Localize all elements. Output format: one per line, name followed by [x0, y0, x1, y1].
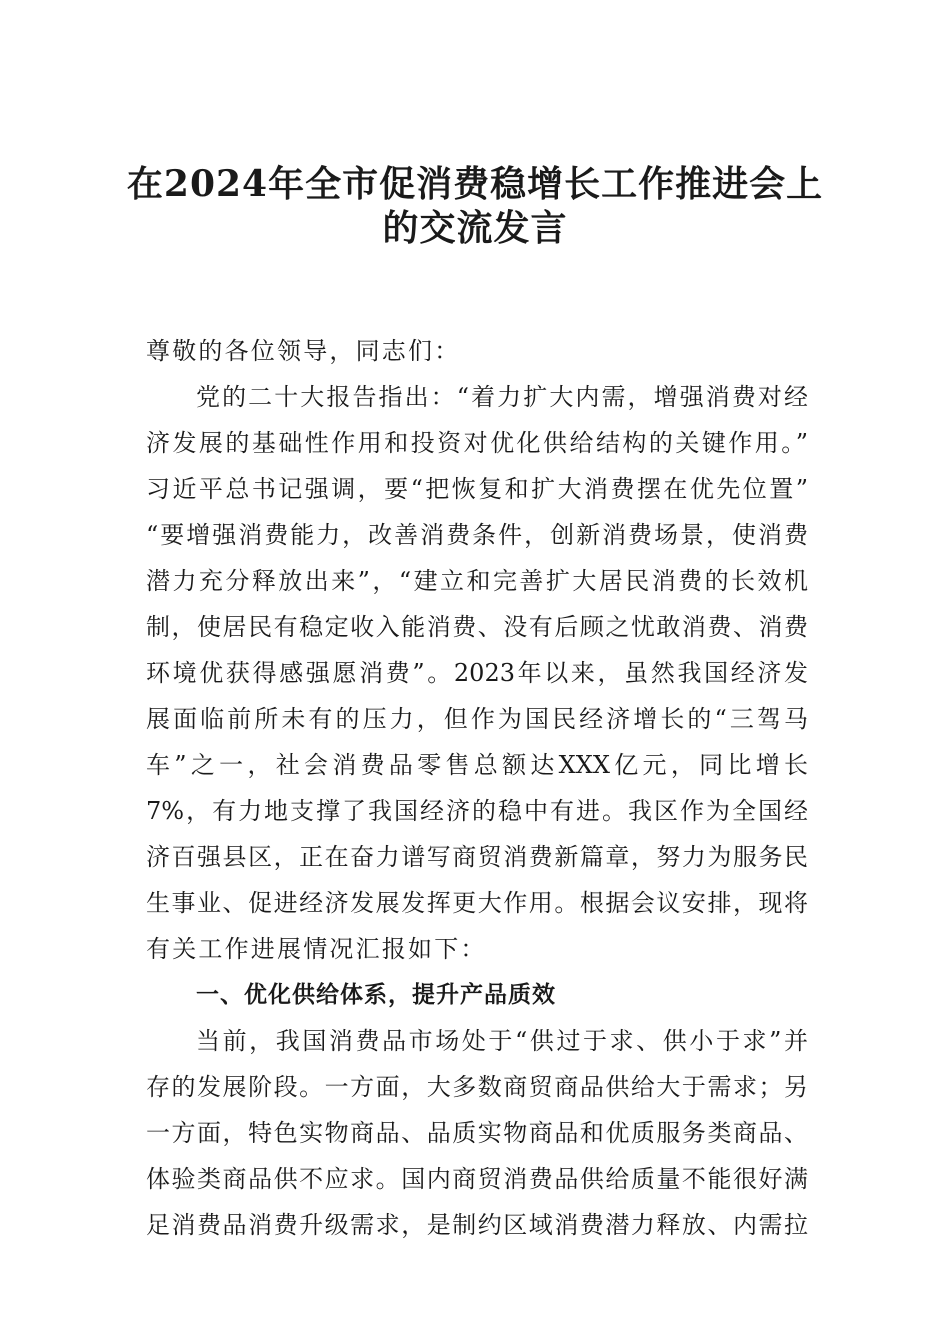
- paragraph-line: 生事业、促进经济发展发挥更大作用。根据会议安排，现将: [146, 889, 808, 917]
- paragraph-line: 车”之一，社会消费品零售总额达XXX亿元，同比增长: [146, 751, 808, 779]
- paragraph-line: 一方面，特色实物商品、品质实物商品和优质服务类商品、: [146, 1119, 808, 1147]
- paragraph-line: 7%，有力地支撑了我国经济的稳中有进。我区作为全国经: [146, 797, 808, 825]
- salutation: 尊敬的各位领导，同志们：: [146, 337, 461, 365]
- paragraph-line: 习近平总书记强调，要“把恢复和扩大消费摆在优先位置”: [146, 475, 808, 503]
- document-title-line-1: 在2024年全市促消费稳增长工作推进会上: [126, 163, 824, 205]
- section-heading: 一、优化供给体系，提升产品质效: [196, 982, 556, 1008]
- paragraph-line: “要增强消费能力，改善消费条件，创新消费场景，使消费: [146, 521, 808, 549]
- paragraph-line: 存的发展阶段。一方面，大多数商贸商品供给大于需求；另: [146, 1073, 808, 1101]
- paragraph-line: 济百强县区，正在奋力谱写商贸消费新篇章，努力为服务民: [146, 843, 808, 871]
- paragraph-line: 制，使居民有稳定收入能消费、没有后顾之忧敢消费、消费: [146, 613, 808, 641]
- paragraph-line: 潜力充分释放出来”，“建立和完善扩大居民消费的长效机: [146, 567, 808, 595]
- paragraph-line: 党的二十大报告指出：“着力扩大内需，增强消费对经: [196, 383, 808, 411]
- paragraph-line: 当前，我国消费品市场处于“供过于求、供小于求”并: [196, 1027, 808, 1055]
- paragraph-line: 展面临前所未有的压力，但作为国民经济增长的“三驾马: [146, 705, 808, 733]
- document-body: [146, 328, 808, 1248]
- paragraph-line: 有关工作进展情况汇报如下：: [146, 935, 487, 963]
- paragraph-line: 环境优获得感强愿消费”。2023年以来，虽然我国经济发: [146, 659, 808, 687]
- paragraph-line: 体验类商品供不应求。国内商贸消费品供给质量不能很好满: [146, 1165, 808, 1193]
- paragraph-line: 足消费品消费升级需求，是制约区域消费潜力释放、内需拉: [146, 1211, 808, 1239]
- document-title-line-2: 的交流发言: [382, 207, 568, 249]
- paragraph-line: 济发展的基础性作用和投资对优化供给结构的关键作用。”: [146, 429, 808, 457]
